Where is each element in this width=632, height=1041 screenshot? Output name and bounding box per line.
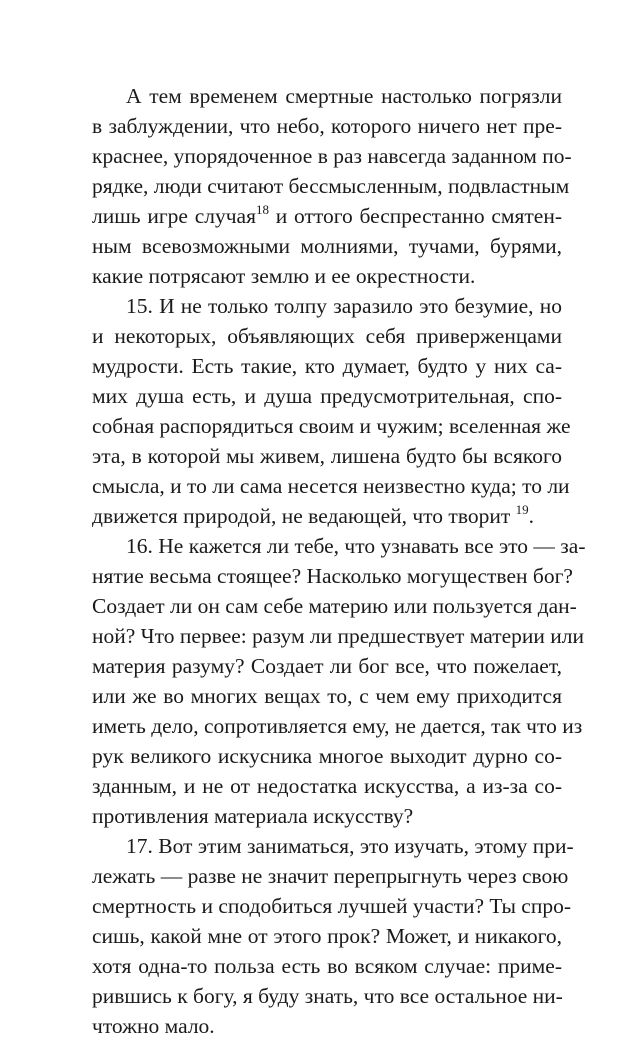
text-line: смертность и сподобиться лучшей участи? Ты спро- <box>92 894 571 918</box>
paragraph <box>92 831 574 1041</box>
text-line: рядке, люди считают бессмысленным, подвластным <box>92 174 570 198</box>
text-line: рившись к богу, я буду знать, что все остальное ни- <box>92 984 563 1008</box>
paragraph <box>92 531 586 831</box>
text-line: какие потрясают землю и ее окрестности. <box>92 264 476 288</box>
text-line <box>92 501 562 531</box>
text-line: Создает ли он сам себе материю или пользуется дан- <box>92 594 577 618</box>
text-fragment: лишь игре случая <box>92 204 256 228</box>
text-line: эта, в которой мы живем, лишена будто бы всякого <box>92 444 562 468</box>
text-fragment: движется природой, не ведающей, что творит <box>92 504 516 528</box>
text-line: смысла, и то ли сама несется неизвестно куда; то ли <box>92 474 570 498</box>
text-line: 16. Не кажется ли тебе, что узнавать все это — за- <box>126 534 586 558</box>
text-line: 15. И не только толпу заразило это безумие, но <box>126 294 562 318</box>
text-line: чтожно мало. <box>92 1014 215 1038</box>
text-line: ным всевозможными молниями, тучами, бурями, <box>92 234 562 258</box>
text-line: хотя одна-то польза есть во всяком случае: приме- <box>92 954 562 978</box>
text-line: противления материала искусству? <box>92 804 414 828</box>
paragraph <box>92 291 571 531</box>
text-line: мих душа есть, и душа предусмотрительная, спо- <box>92 384 562 408</box>
text-line: или же во многих вещах то, с чем ему приходится <box>92 684 562 708</box>
text-line: и некоторых, объявляющих себя приверженцами <box>92 324 562 348</box>
text-line: зданным, и не от недостатка искусства, а из-за со- <box>92 774 562 798</box>
footnote-marker: 18 <box>255 202 269 217</box>
footnote-marker: 19 <box>515 502 529 517</box>
text-line: в заблуждении, что небо, которого ничего нет пре- <box>92 114 562 138</box>
paragraph <box>92 81 572 291</box>
text-fragment: . <box>528 504 534 528</box>
text-line: ной? Что первее: разум ли предшествует материи или <box>92 624 585 648</box>
text-line: А тем временем смертные настолько погрязли <box>126 84 562 108</box>
text-fragment: и оттого беспрестанно смятен- <box>268 204 562 228</box>
text-line: рук великого искусника многое выходит дурно со- <box>92 744 562 768</box>
text-line <box>92 201 562 231</box>
text-line: лежать — разве не значит перепрыгнуть через свою <box>92 864 569 888</box>
text-line: иметь дело, сопротивляется ему, не дается, так что из <box>92 714 583 738</box>
text-line: собная распорядиться своим и чужим; вселенная же <box>92 414 571 438</box>
text-line: 17. Вот этим заниматься, это изучать, этому при- <box>126 834 574 858</box>
text-line: нятие весьма стоящее? Насколько могуществен бог? <box>92 564 573 588</box>
text-line: сишь, какой мне от этого прок? Может, и никакого, <box>92 924 562 948</box>
text-line: мудрости. Есть такие, кто думает, будто у них са- <box>92 354 562 378</box>
page-body <box>92 81 586 1041</box>
text-line: краснее, упорядоченное в раз навсегда заданном по- <box>92 144 572 168</box>
text-line: материя разуму? Создает ли бог все, что пожелает, <box>92 654 562 678</box>
